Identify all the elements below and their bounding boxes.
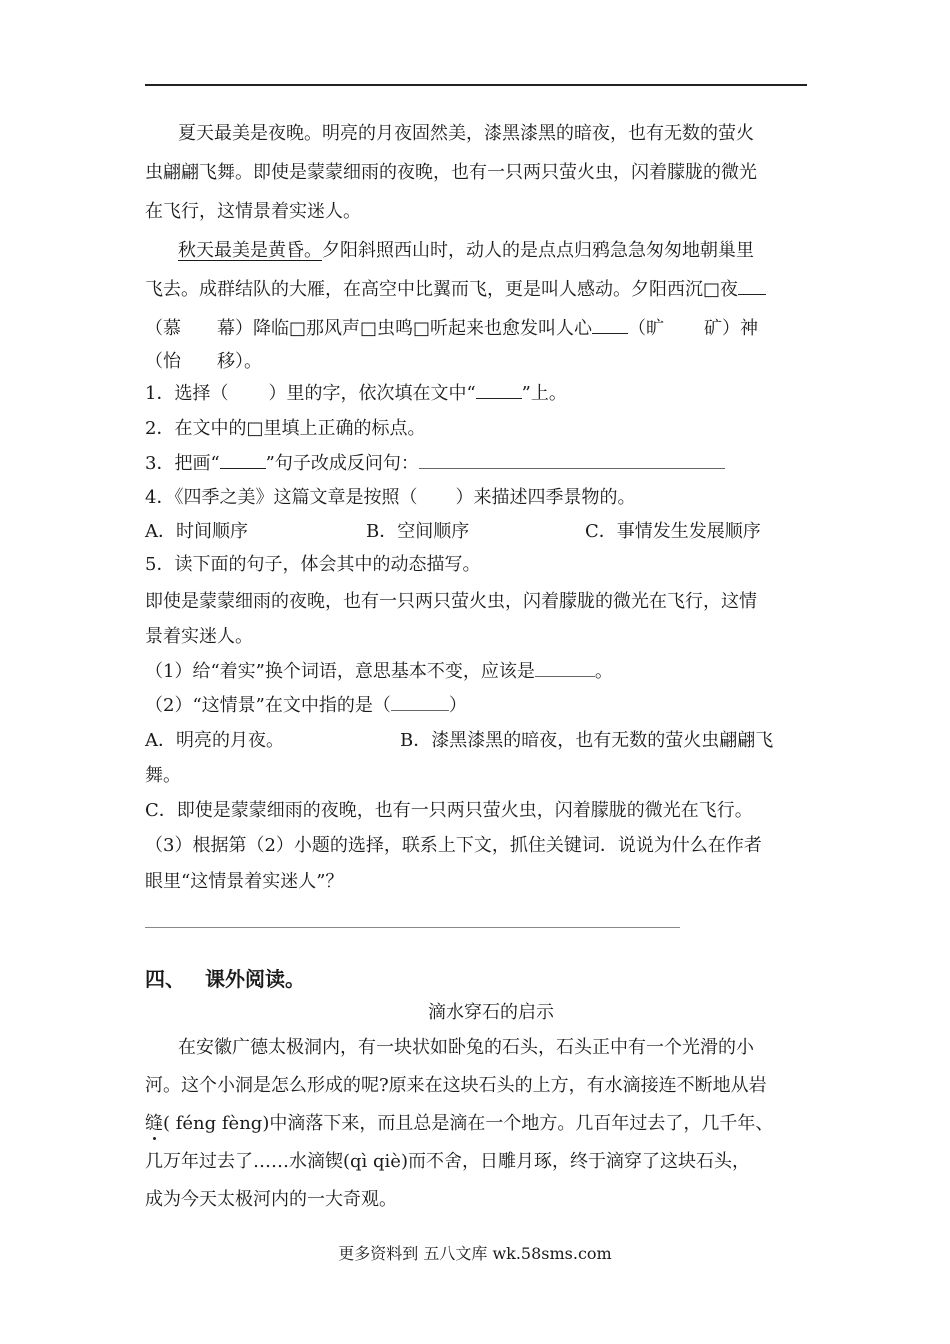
story-line: 缝( féng fèng)中滴落下来，而且总是滴在一个地方。几百年过去了，几千年、 bbox=[145, 1113, 774, 1134]
story-line: 河。这个小洞是怎么形成的呢?原来在这块石头的上方，有水滴接连不断地从岩 bbox=[145, 1075, 767, 1096]
question-5-2: （2）“这情景”在文中指的是（ ） bbox=[145, 695, 467, 716]
fill-blank[interactable] bbox=[220, 452, 266, 469]
section-heading: 四、 课外阅读。 bbox=[145, 967, 305, 991]
story-line: 在安徽广德太极洞内，有一块状如卧兔的石头，石头正中有一个光滑的小 bbox=[178, 1037, 754, 1058]
header-rule bbox=[145, 84, 807, 86]
question-5-1: （1）给“着实”换个词语，意思基本不变，应该是 。 bbox=[145, 661, 613, 682]
answer-line[interactable] bbox=[145, 927, 680, 928]
story-title: 滴水穿石的启示 bbox=[428, 1002, 554, 1023]
dotted-character: 缝 bbox=[145, 1113, 163, 1134]
question-5-2-option-b-cont: 舞。 bbox=[145, 765, 181, 786]
answer-field[interactable] bbox=[419, 452, 725, 469]
fill-blank[interactable] bbox=[738, 278, 766, 295]
underlined-sentence: 秋天最美是黄昏。 bbox=[178, 240, 322, 261]
quoted-sentence: 即使是蒙蒙细雨的夜晚，也有一只两只萤火虫，闪着朦胧的微光在飞行，这情 bbox=[145, 591, 757, 612]
question-5-3: 眼里“这情景着实迷人”？ bbox=[145, 871, 344, 892]
passage-line: 秋天最美是黄昏。夕阳斜照西山时，动人的是点点归鸦急急匆匆地朝巢里 bbox=[178, 240, 754, 261]
question-5-2-option-c[interactable]: C．即使是蒙蒙细雨的夜晚，也有一只两只萤火虫，闪着朦胧的微光在飞行。 bbox=[145, 800, 753, 821]
question-3: 3．把画“ ”句子改成反问句： bbox=[145, 452, 725, 476]
question-2: 2．在文中的□里填上正确的标点。 bbox=[145, 418, 426, 439]
footer-text: 更多资料到 五八文库 wk.58sms.com bbox=[338, 1244, 612, 1263]
passage-line: （怡 移）。 bbox=[145, 351, 262, 372]
question-1: 1．选择（ ）里的字，依次填在文中“ ”上。 bbox=[145, 383, 567, 404]
fill-blank[interactable] bbox=[476, 382, 522, 399]
passage-line: 夏天最美是夜晚。明亮的月夜固然美，漆黑漆黑的暗夜，也有无数的萤火 bbox=[178, 123, 754, 144]
fill-blank[interactable] bbox=[592, 317, 628, 334]
fill-blank[interactable] bbox=[535, 660, 595, 677]
question-4-option-a[interactable]: A．时间顺序 bbox=[145, 521, 248, 542]
question-4-option-c[interactable]: C．事情发生发展顺序 bbox=[585, 521, 761, 542]
passage-line: （慕 幕）降临□那风声□虫鸣□听起来也愈发叫人心 （旷 矿）神 bbox=[145, 318, 759, 339]
passage-line: 在飞行，这情景着实迷人。 bbox=[145, 201, 361, 222]
story-line: 成为今天太极河内的一大奇观。 bbox=[145, 1189, 397, 1210]
question-5-2-option-b[interactable]: B．漆黑漆黑的暗夜，也有无数的萤火虫翩翩飞 bbox=[400, 730, 774, 751]
quoted-sentence: 景着实迷人。 bbox=[145, 626, 253, 647]
story-line: 几万年过去了……水滴锲(qì qiè)而不舍，日雕月琢，终于滴穿了这块石头， bbox=[145, 1151, 750, 1172]
passage-line: 飞去。成群结队的大雁，在高空中比翼而飞，更是叫人感动。夕阳西沉□夜 bbox=[145, 278, 766, 302]
question-5-2-option-a[interactable]: A．明亮的月夜。 bbox=[145, 730, 284, 751]
question-5-3: （3）根据第（2）小题的选择，联系上下文，抓住关键词．说说为什么在作者 bbox=[145, 835, 762, 856]
passage-line: 虫翩翩飞舞。即使是蒙蒙细雨的夜晚，也有一只两只萤火虫，闪着朦胧的微光 bbox=[145, 162, 757, 183]
question-4-option-b[interactable]: B．空间顺序 bbox=[366, 521, 470, 542]
question-5: 5．读下面的句子，体会其中的动态描写。 bbox=[145, 554, 481, 575]
question-4: 4．《四季之美》这篇文章是按照（ ）来描述四季景物的。 bbox=[145, 487, 636, 508]
fill-blank[interactable] bbox=[391, 694, 449, 711]
